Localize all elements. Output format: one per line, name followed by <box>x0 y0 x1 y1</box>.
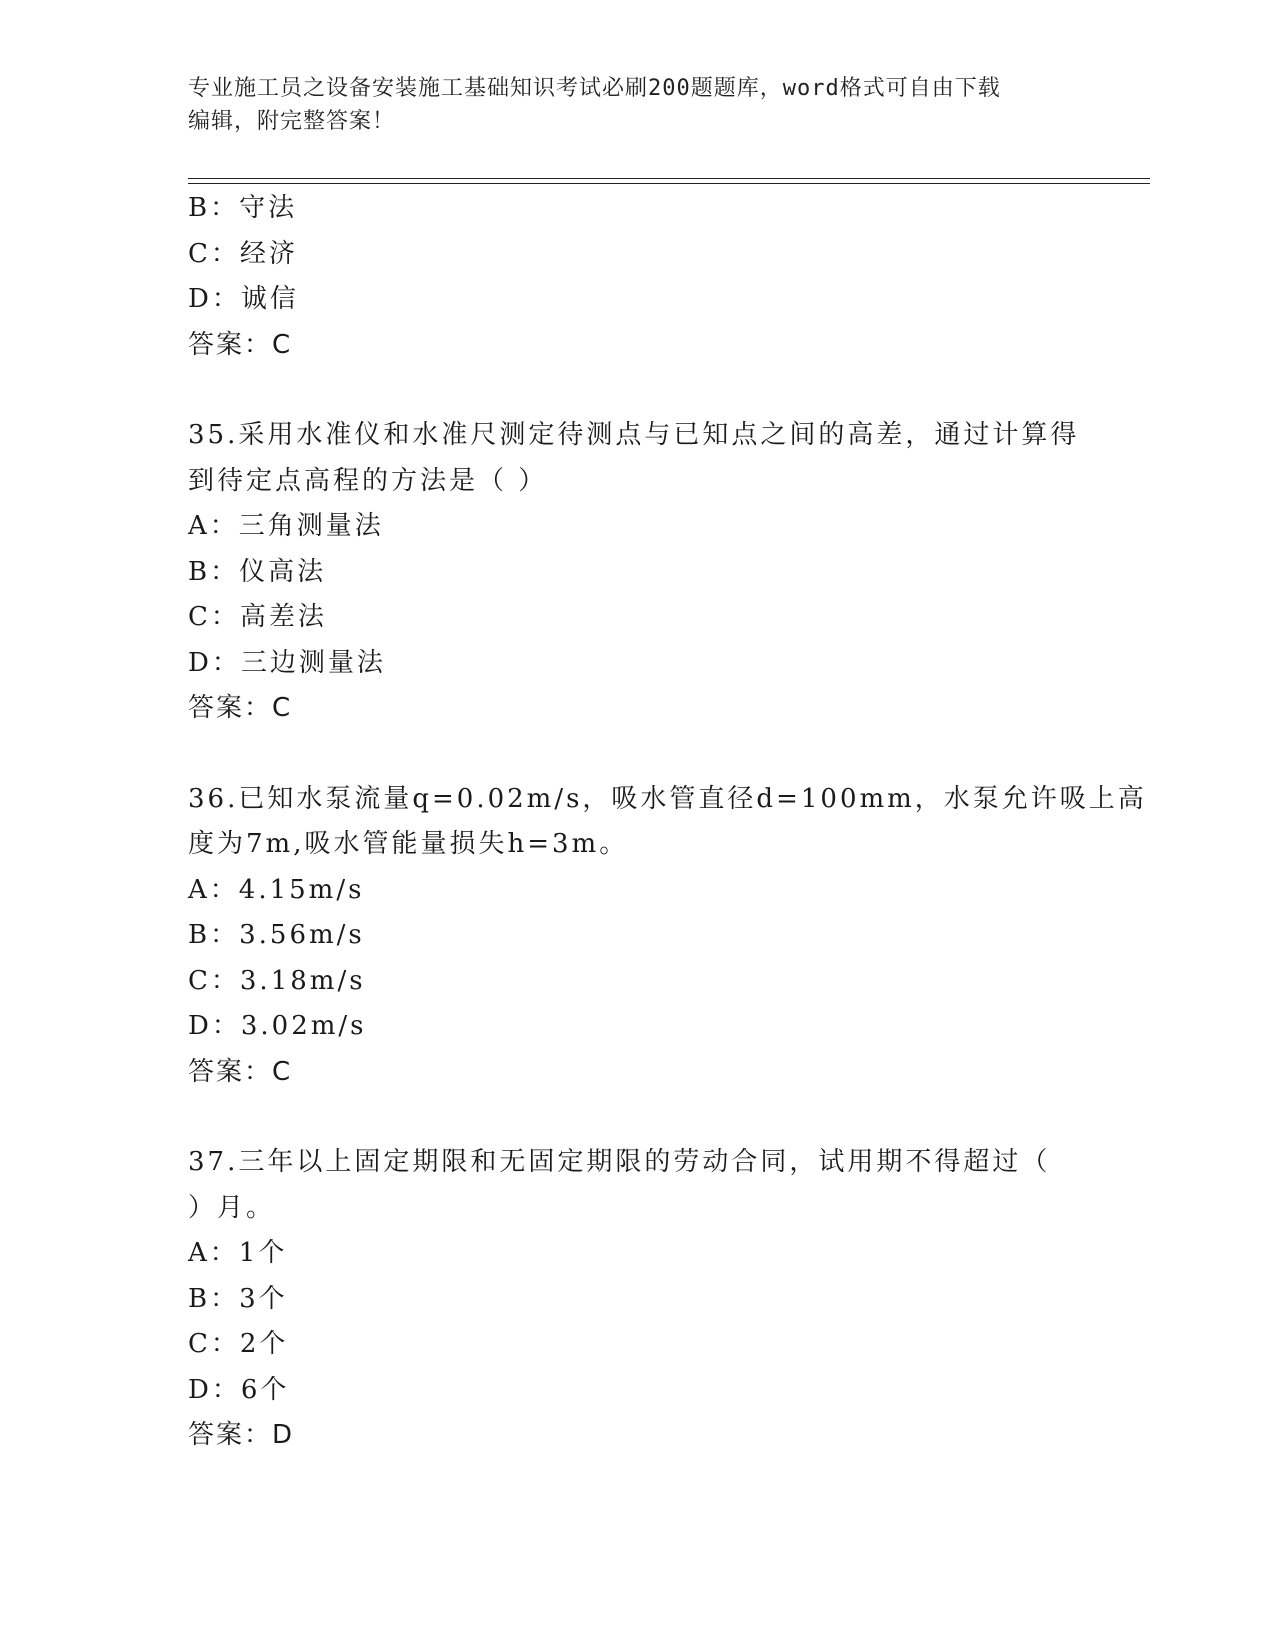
spacer <box>188 368 1088 413</box>
option-d: D：诚信 <box>188 284 299 314</box>
question-35 <box>188 413 1088 732</box>
header-title-line-1: 专业施工员之设备安装施工基础知识考试必刷200题题库，word格式可自由下载 <box>188 76 1001 101</box>
document-header <box>188 72 1088 138</box>
option-c: C：3.18m/s <box>188 965 366 996</box>
option-b: B：3.56m/s <box>188 920 365 950</box>
option-b: B：守法 <box>188 193 298 223</box>
question-34-continued <box>188 186 1088 368</box>
option-c: C：2个 <box>188 1329 289 1359</box>
option-a: A：4.15m/s <box>188 874 365 905</box>
header-title-line-2: 编辑，附完整答案！ <box>188 109 396 134</box>
answer-line: 答案：C <box>188 329 293 360</box>
option-c: C：经济 <box>188 238 298 269</box>
spacer <box>188 1095 1088 1140</box>
option-d: D：三边测量法 <box>188 647 386 678</box>
question-37 <box>188 1140 1088 1459</box>
option-d: D：6个 <box>188 1374 290 1405</box>
answer-line: 答案：D <box>188 1420 295 1450</box>
option-b: B：仪高法 <box>188 556 327 587</box>
option-c: C：高差法 <box>188 602 327 632</box>
question-stem-line-1: 37.三年以上固定期限和无固定期限的劳动合同，试用期不得超过（ <box>188 1147 1051 1177</box>
question-stem-line-2: ）月。 <box>188 1192 276 1223</box>
question-stem-line-2: 度为7m,吸水管能量损失h=3m。 <box>188 829 629 859</box>
option-a: A：三角测量法 <box>188 511 384 541</box>
question-stem-line-1: 35.采用水准仪和水准尺测定待测点与已知点之间的高差，通过计算得 <box>188 420 1080 450</box>
question-stem-line-1: 36.已知水泵流量q=0.02m/s，吸水管直径d=100mm，水泵允许吸上高 <box>188 783 1147 814</box>
question-36 <box>188 777 1147 1096</box>
option-b: B：3个 <box>188 1283 288 1314</box>
question-stem-line-2: 到待定点高程的方法是（ ） <box>188 465 548 496</box>
spacer <box>188 732 1088 777</box>
header-divider-top <box>188 178 1150 179</box>
answer-line: 答案：C <box>188 693 293 723</box>
document-body <box>188 186 1147 1459</box>
answer-line: 答案：C <box>188 1056 293 1087</box>
option-a: A：1个 <box>188 1238 288 1268</box>
header-divider-bottom <box>188 183 1150 184</box>
option-d: D：3.02m/s <box>188 1011 367 1041</box>
